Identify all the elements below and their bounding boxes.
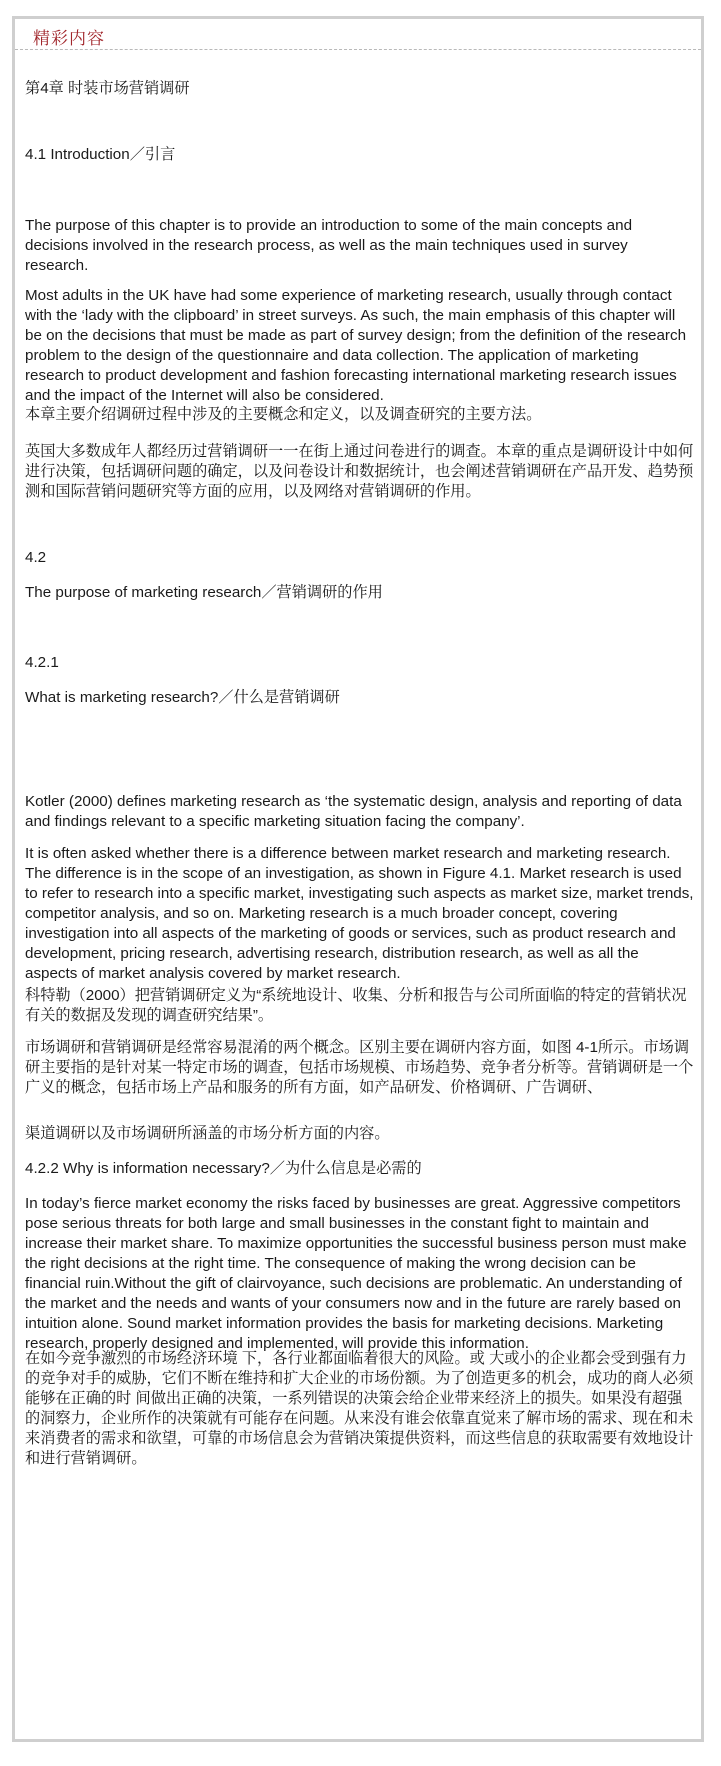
paragraph-10: In today’s fierce market economy the risks faced by businesses are great. Aggressive competitors pose serious threats for both large and small businesses in the constant fight to maintain and increase their market share. To maximize opportunities the successful business person must make the right decisions at the right time. The consequence of making the wrong decision can be financial ruin.Without the gift of clairvoyance, such decisions are problematic. An understanding of the market and the needs and wants of your consumers now and in the future are rarely based on intuition alone. Sound market information provides the basis for marketing decisions. Marketing research, properly designed and implemented, will provide this information. bbox=[25, 1195, 687, 1352]
section-4-2-number: 4.2 bbox=[25, 549, 47, 566]
header-title: 精彩内容 bbox=[33, 29, 105, 48]
section-header bbox=[15, 19, 701, 50]
paragraph-3: 本章主要介绍调研过程中涉及的主要概念和定义，以及调查研究的主要方法。 bbox=[25, 406, 542, 423]
paragraph-8: 市场调研和营销调研是经常容易混淆的两个概念。区别主要在调研内容方面，如图 4-1所示。市场调研主要指的是针对某一特定市场的调查，包括市场规模、市场趋势、竞争者分析等。营销调研是一个广义的概念，包括市场上产品和服务的所有方面，如产品研发、价格调研、广告调研、 bbox=[25, 1039, 694, 1096]
paragraph-11: 在如今竞争激烈的市场经济环境 下，各行业都面临着很大的风险。或 大或小的企业都会受到强有力的竞争对手的威胁，它们不断在维持和扩大企业的市场份额。为了创造更多的机会，成功的商人必须能够在正确的时 间做出正确的决策，一系列错误的决策会给企业带来经济上的损失。如果没有超强的洞察力，企业所作的决策就有可能存在问题。从来没有谁会依靠直觉来了解市场的需求、现在和未来消费者的需求和欲望，可靠的市场信息会为营销决策提供资料，而这些信息的获取需要有效地设计和进行营销调研。 bbox=[25, 1350, 694, 1467]
section-4-2-1-number: 4.2.1 bbox=[25, 654, 59, 671]
paragraph-5: Kotler (2000) defines marketing research as ‘the systematic design, analysis and reporting of data and findings relevant to a specific marketing situation facing the company’. bbox=[25, 793, 682, 830]
paragraph-2: Most adults in the UK have had some experience of marketing research, usually through contact with the ‘lady with the clipboard’ in street surveys. As such, the main emphasis of this chapter will be on the decisions that must be made as part of survey design; from the definition of the research problem to the design of the questionnaire and data collection. The application of marketing research to product development and fashion forecasting international marketing research issues and the impact of the Internet will also be considered. bbox=[25, 287, 687, 404]
section-4-2-2-heading: 4.2.2 Why is information necessary?／为什么信息是必需的 bbox=[25, 1160, 422, 1177]
chapter-title: 第4章 时装市场营销调研 bbox=[25, 80, 190, 97]
paragraph-1: The purpose of this chapter is to provide an introduction to some of the main concepts and decisions involved in the research process, as well as the main techniques used in survey research. bbox=[25, 217, 633, 274]
paragraph-4: 英国大多数成年人都经历过营销调研一一在街上通过问卷进行的调查。本章的重点是调研设计中如何进行决策，包括调研问题的确定，以及问卷设计和数据统计，也会阐述营销调研在产品开发、趋势预测和国际营销问题研究等方面的应用，以及网络对营销调研的作用。 bbox=[25, 443, 694, 500]
content-frame bbox=[12, 16, 704, 1742]
paragraph-6: It is often asked whether there is a difference between market research and marketing research. The difference is in the scope of an investigation, as shown in Figure 4.1. Market research is used to refer to research into a specific market, investigating such aspects as market size, market trends, competitor analysis, and so on. Marketing research is a much broader concept, covering investigation into all aspects of the marketing of goods or services, such as product research and development, pricing research, advertising research, distribution research, as well as all the aspects of market analysis covered by market research. bbox=[25, 845, 694, 982]
section-4-1-heading: 4.1 Introduction／引言 bbox=[25, 146, 176, 163]
paragraph-7: 科特勒（2000）把营销调研定义为“系统地设计、收集、分析和报告与公司所面临的特定的营销状况有关的数据及发现的调查研究结果”。 bbox=[25, 987, 687, 1024]
section-4-2-heading: The purpose of marketing research／营销调研的作用 bbox=[25, 584, 383, 601]
paragraph-9: 渠道调研以及市场调研所涵盖的市场分析方面的内容。 bbox=[25, 1125, 390, 1142]
section-4-2-1-heading: What is marketing research?／什么是营销调研 bbox=[25, 689, 340, 706]
